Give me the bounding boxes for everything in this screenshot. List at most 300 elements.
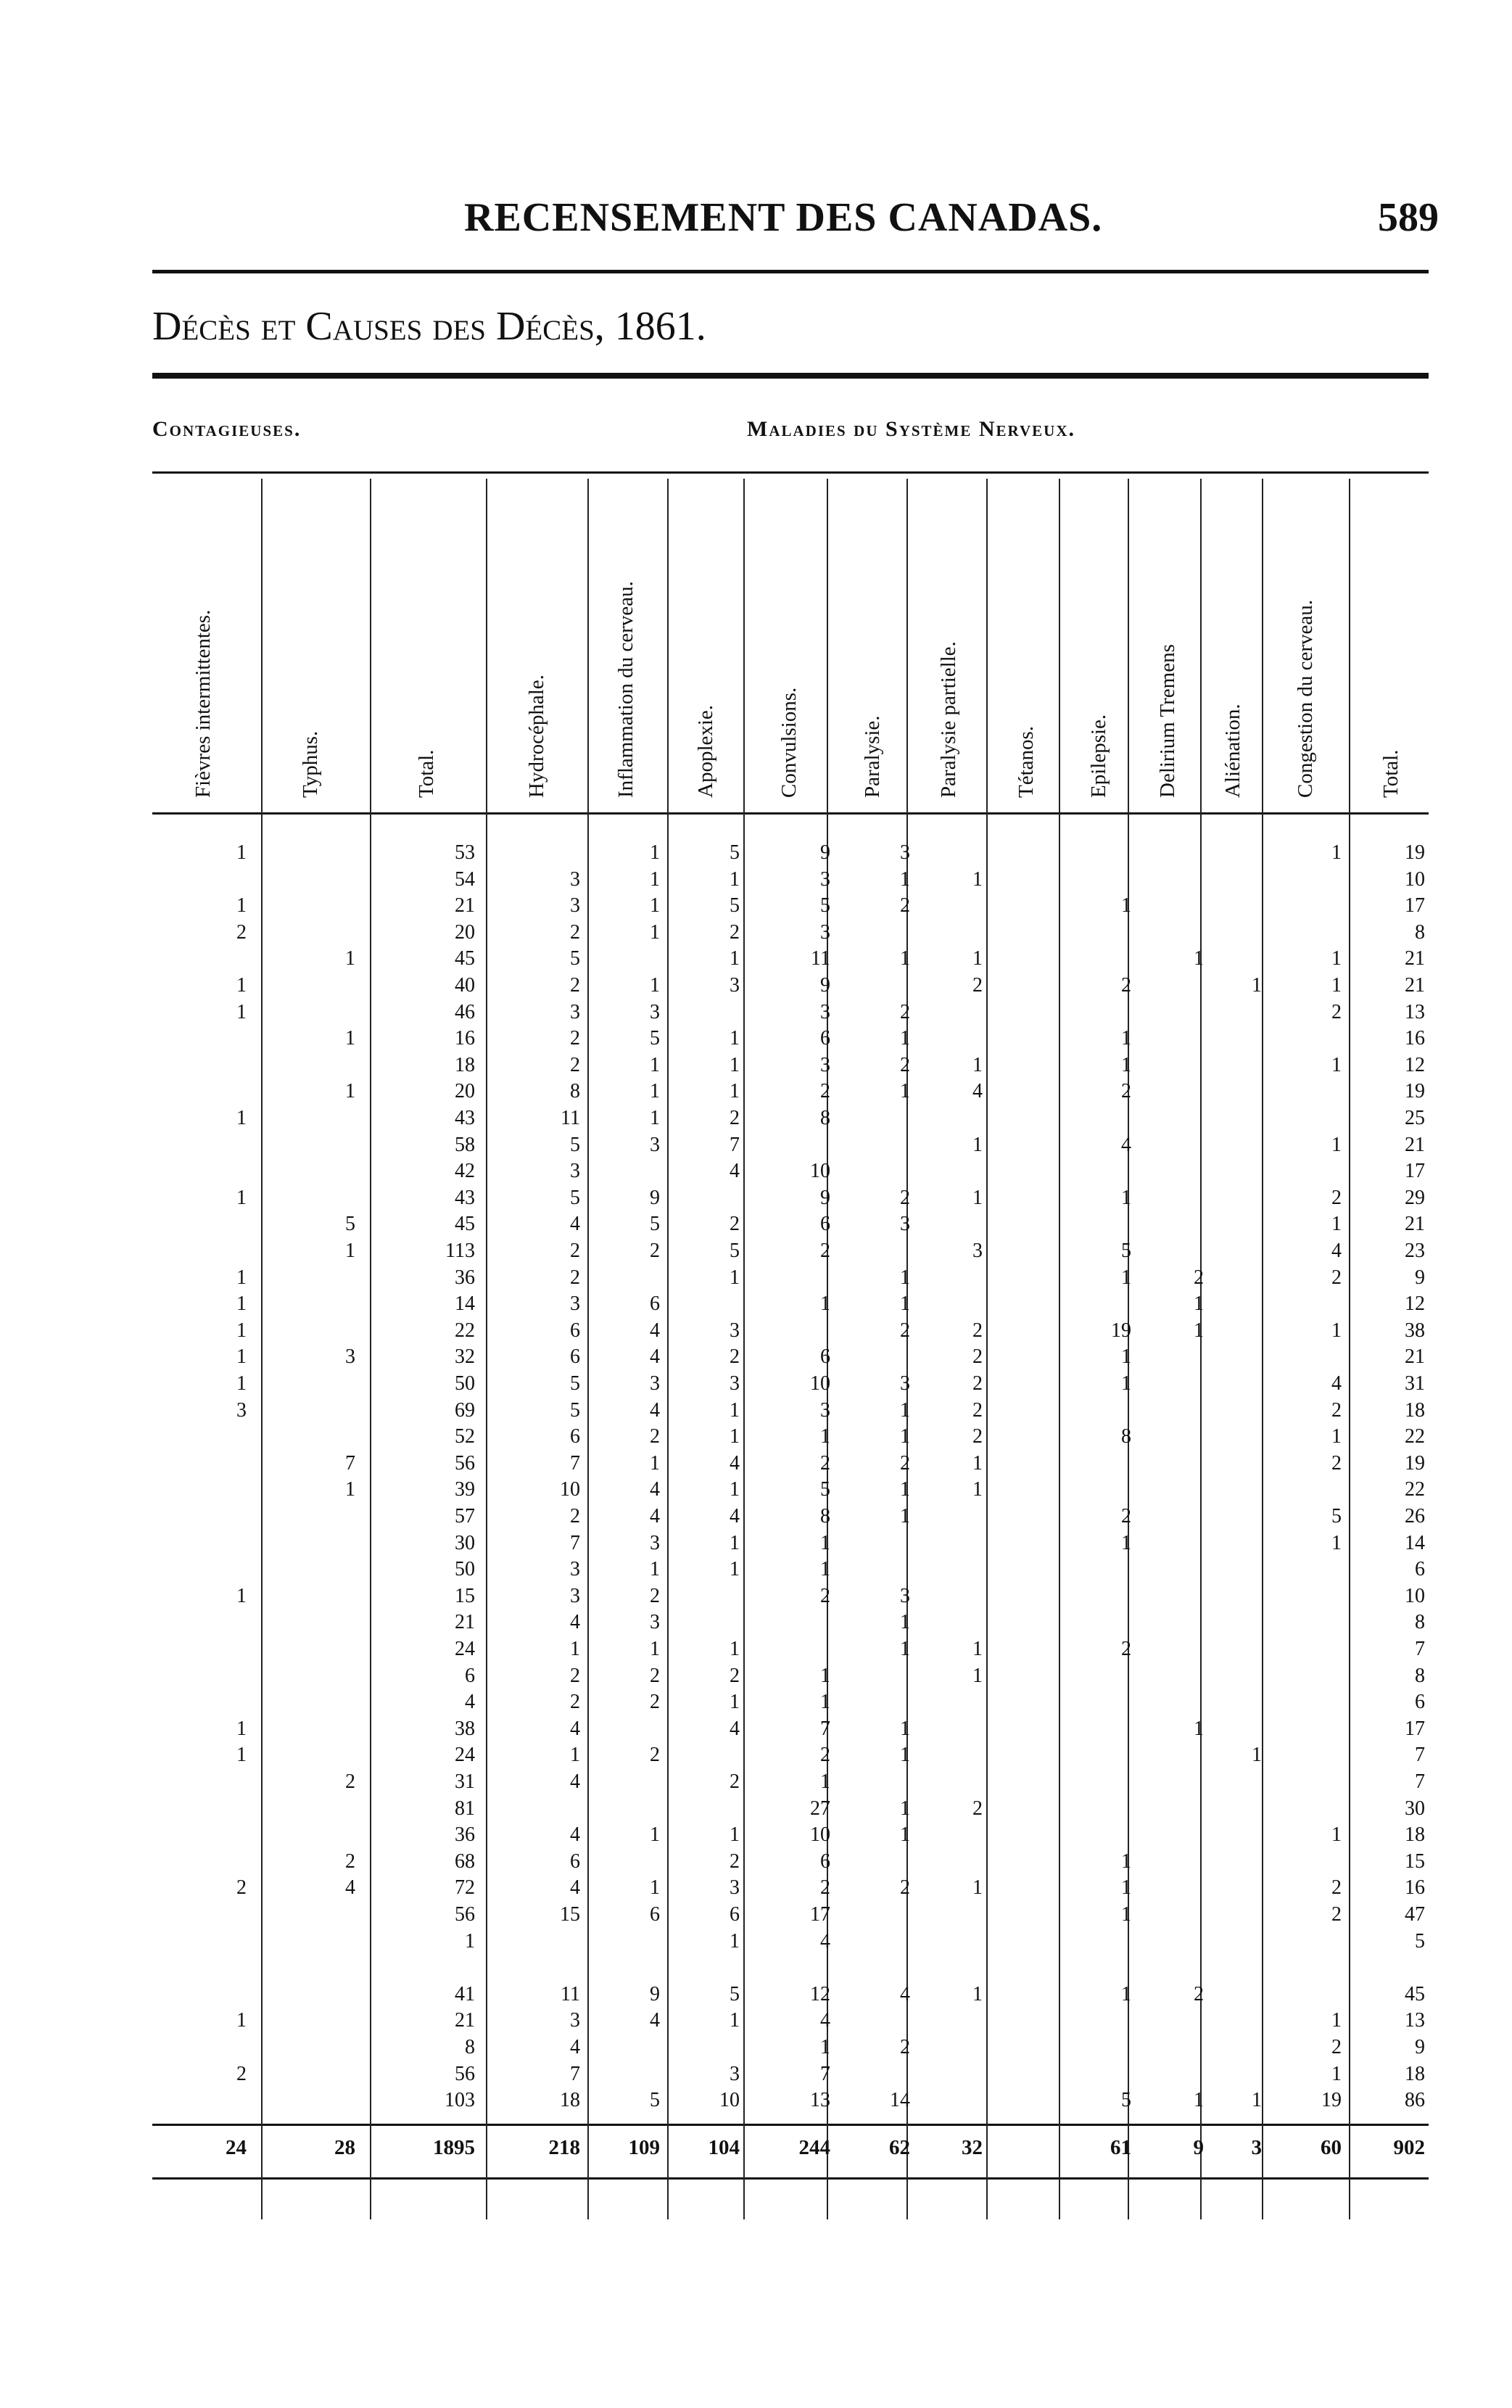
table-cell: 1 <box>345 947 355 970</box>
table-cell: 6 <box>820 1027 830 1050</box>
table-cell: 2 <box>900 1451 910 1475</box>
table-cell: 3 <box>570 894 580 918</box>
table-cell: 2 <box>972 1425 983 1448</box>
table-cell: 6 <box>650 1903 660 1926</box>
table-cell: 21 <box>455 2009 475 2032</box>
table-cell: 69 <box>455 1398 475 1422</box>
table-cell: 2 <box>650 1240 660 1262</box>
table-cell: 6 <box>650 1292 660 1316</box>
table-cell: 2 <box>570 1505 580 1527</box>
table-cell: 19 <box>1405 1080 1425 1103</box>
table-cell: 2 <box>900 1000 910 1023</box>
table-cell: 1 <box>1331 974 1342 997</box>
table-cell: 3 <box>820 1053 830 1076</box>
table-cell: 15 <box>1405 1850 1425 1873</box>
table-cell: 23 <box>1405 1240 1425 1262</box>
table-cell: 18 <box>1405 2062 1425 2085</box>
table-cell: 14 <box>1405 1531 1425 1554</box>
total-cell: 62 <box>889 2136 910 2159</box>
table-cell: 20 <box>455 1080 475 1103</box>
column-divider <box>1200 479 1202 2219</box>
table-cell: 7 <box>570 2062 580 2085</box>
table-cell: 1 <box>1121 894 1131 918</box>
table-cell: 26 <box>1405 1505 1425 1527</box>
table-cell: 1 <box>1331 2009 1342 2032</box>
table-cell: 5 <box>345 1213 355 1236</box>
table-cell: 30 <box>1405 1797 1425 1820</box>
table-cell: 43 <box>455 1186 475 1209</box>
table-cell: 2 <box>972 1372 983 1395</box>
table-cell: 2 <box>570 920 580 944</box>
table-cell: 1 <box>345 1080 355 1103</box>
table-cell: 9 <box>650 1186 660 1209</box>
table-cell: 6 <box>570 1850 580 1873</box>
group-rule <box>152 471 1429 474</box>
table-cell: 2 <box>820 1451 830 1475</box>
table-cell: 68 <box>455 1850 475 1873</box>
column-header: Paralysie. <box>860 715 884 798</box>
table-cell: 1 <box>1121 1186 1131 1209</box>
group-nerveux: Maladies du Système Nerveux. <box>747 417 1075 441</box>
table-cell: 54 <box>455 867 475 891</box>
table-cell: 1 <box>1252 1744 1262 1767</box>
table-cell: 5 <box>820 894 830 918</box>
column-header: Inflammation du cerveau. <box>614 581 637 798</box>
table-cell: 2 <box>570 1027 580 1050</box>
table-cell: 1 <box>972 1133 983 1156</box>
table-cell: 18 <box>560 2089 580 2112</box>
table-cell: 32 <box>455 1345 475 1369</box>
total-cell: 218 <box>548 2136 580 2159</box>
table-cell: 1 <box>972 1478 983 1501</box>
table-cell: 2 <box>1331 1451 1342 1475</box>
table-cell: 1 <box>465 1929 475 1953</box>
table-cell: 3 <box>900 841 910 864</box>
table-cell: 5 <box>1121 1240 1131 1262</box>
table-cell: 38 <box>455 1717 475 1740</box>
table-cell: 10 <box>719 2089 740 2112</box>
table-cell: 2 <box>1121 974 1131 997</box>
column-header: Paralysie partielle. <box>936 641 960 798</box>
table-cell: 16 <box>1405 1027 1425 1050</box>
totals-bottom-rule <box>152 2177 1429 2180</box>
table-cell: 1 <box>650 841 660 864</box>
table-cell: 1 <box>236 1266 247 1289</box>
table-cell: 1 <box>730 1027 740 1050</box>
table-cell: 7 <box>820 1717 830 1740</box>
column-header: Total. <box>1379 749 1402 798</box>
table-cell: 5 <box>1415 1929 1425 1953</box>
table-cell: 3 <box>820 867 830 891</box>
table-cell: 1 <box>900 1611 910 1634</box>
table-cell: 4 <box>730 1160 740 1183</box>
table-cell: 1 <box>236 1744 247 1767</box>
table-cell: 4 <box>900 1982 910 2005</box>
table-cell: 1 <box>236 1319 247 1342</box>
table-cell: 1 <box>236 894 247 918</box>
table-cell: 2 <box>236 1876 247 1900</box>
table-cell: 4 <box>730 1451 740 1475</box>
table-cell: 7 <box>820 2062 830 2085</box>
table-cell: 1 <box>820 2036 830 2058</box>
table-cell: 21 <box>1405 1213 1425 1236</box>
table-cell: 4 <box>730 1717 740 1740</box>
column-divider <box>667 479 669 2219</box>
table-cell: 4 <box>465 1691 475 1714</box>
column-divider <box>743 479 745 2219</box>
total-cell: 104 <box>708 2136 740 2159</box>
table-cell: 113 <box>445 1240 475 1262</box>
table-cell: 1 <box>236 1292 247 1316</box>
table-cell: 1 <box>345 1478 355 1501</box>
table-cell: 8 <box>1121 1425 1131 1448</box>
table-cell: 4 <box>570 1823 580 1847</box>
column-divider <box>1262 479 1263 2219</box>
table-subtitle: Décès et Causes des Décès, 1861. <box>152 304 706 349</box>
table-cell: 56 <box>455 2062 475 2085</box>
table-cell: 1 <box>1121 1345 1131 1369</box>
table-cell: 1 <box>650 894 660 918</box>
table-cell: 17 <box>810 1903 830 1926</box>
table-cell: 7 <box>1415 1638 1425 1660</box>
table-cell: 1 <box>730 1425 740 1448</box>
table-cell: 3 <box>650 1133 660 1156</box>
table-cell: 1 <box>236 1000 247 1023</box>
column-header: Apoplexie. <box>693 704 717 798</box>
table-cell: 2 <box>1331 1876 1342 1900</box>
table-cell: 24 <box>455 1744 475 1767</box>
table-cell: 3 <box>900 1584 910 1607</box>
table-cell: 27 <box>810 1797 830 1820</box>
table-cell: 10 <box>810 1372 830 1395</box>
table-cell: 2 <box>1331 1266 1342 1289</box>
table-cell: 17 <box>1405 1717 1425 1740</box>
table-cell: 6 <box>465 1664 475 1687</box>
table-cell: 9 <box>1415 2036 1425 2058</box>
table-cell: 20 <box>455 920 475 944</box>
table-cell: 1 <box>1331 1531 1342 1554</box>
table-cell: 4 <box>972 1080 983 1103</box>
table-cell: 1 <box>730 1053 740 1076</box>
table-cell: 7 <box>1415 1770 1425 1793</box>
table-cell: 6 <box>570 1345 580 1369</box>
total-cell: 32 <box>962 2136 983 2159</box>
table-cell: 3 <box>730 2062 740 2085</box>
table-cell: 6 <box>730 1903 740 1926</box>
table-cell: 2 <box>900 894 910 918</box>
table-cell: 1 <box>570 1638 580 1660</box>
table-cell: 6 <box>1415 1691 1425 1714</box>
table-cell: 2 <box>972 1319 983 1342</box>
table-cell: 2 <box>1331 1186 1342 1209</box>
table-cell: 1 <box>236 1186 247 1209</box>
table-cell: 1 <box>236 1372 247 1395</box>
column-header: Fièvres intermittentes. <box>191 609 215 798</box>
table-cell: 1 <box>730 1398 740 1422</box>
table-cell: 19 <box>1405 1451 1425 1475</box>
table-cell: 22 <box>1405 1478 1425 1501</box>
column-header: Epilepsie. <box>1087 714 1110 798</box>
table-cell: 1 <box>972 947 983 970</box>
table-cell: 8 <box>1415 1611 1425 1634</box>
table-cell: 1 <box>1121 1266 1131 1289</box>
table-cell: 1 <box>1121 1372 1131 1395</box>
table-cell: 4 <box>820 2009 830 2032</box>
table-cell: 2 <box>1121 1505 1131 1527</box>
table-cell: 12 <box>1405 1292 1425 1316</box>
table-cell: 1 <box>820 1531 830 1554</box>
table-cell: 1 <box>1331 1053 1342 1076</box>
table-cell: 1 <box>900 867 910 891</box>
column-divider <box>587 479 589 2219</box>
table-cell: 39 <box>455 1478 475 1501</box>
table-cell: 5 <box>1331 1505 1342 1527</box>
table-cell: 50 <box>455 1558 475 1581</box>
table-cell: 18 <box>1405 1823 1425 1847</box>
table-cell: 5 <box>570 947 580 970</box>
table-cell: 1 <box>972 1982 983 2005</box>
column-header: Typhus. <box>298 730 322 798</box>
table-cell: 4 <box>345 1876 355 1900</box>
table-cell: 9 <box>820 974 830 997</box>
table-cell: 1 <box>730 947 740 970</box>
column-header: Hydrocéphale. <box>525 675 548 798</box>
table-cell: 2 <box>820 1080 830 1103</box>
table-cell: 4 <box>650 1398 660 1422</box>
table-cell: 2 <box>1331 2036 1342 2058</box>
total-cell: 60 <box>1321 2136 1342 2159</box>
table-cell: 4 <box>650 2009 660 2032</box>
table-cell: 4 <box>1331 1372 1342 1395</box>
table-cell: 1 <box>1194 2089 1204 2112</box>
table-cell: 56 <box>455 1903 475 1926</box>
table-cell: 10 <box>1405 1584 1425 1607</box>
table-cell: 2 <box>730 1770 740 1793</box>
table-cell: 3 <box>570 1160 580 1183</box>
table-cell: 2 <box>972 1398 983 1422</box>
table-cell: 2 <box>650 1691 660 1714</box>
table-cell: 1 <box>570 1744 580 1767</box>
table-cell: 1 <box>900 1080 910 1103</box>
table-cell: 22 <box>455 1319 475 1342</box>
table-cell: 12 <box>810 1982 830 2005</box>
table-cell: 3 <box>650 1372 660 1395</box>
table-cell: 16 <box>455 1027 475 1050</box>
table-cell: 1 <box>730 1823 740 1847</box>
table-cell: 4 <box>650 1319 660 1342</box>
total-cell: 3 <box>1251 2136 1262 2159</box>
table-cell: 3 <box>650 1000 660 1023</box>
table-cell: 8 <box>820 1107 830 1129</box>
table-cell: 1 <box>972 867 983 891</box>
table-cell: 5 <box>570 1398 580 1422</box>
table-cell: 1 <box>730 1531 740 1554</box>
table-cell: 7 <box>570 1531 580 1554</box>
table-cell: 11 <box>811 947 830 970</box>
total-cell: 61 <box>1110 2136 1131 2159</box>
table-cell: 1 <box>1194 1319 1204 1342</box>
header-rule <box>152 270 1429 273</box>
column-header: Congestion du cerveau. <box>1294 599 1317 798</box>
table-cell: 1 <box>900 1266 910 1289</box>
table-cell: 1 <box>730 2009 740 2032</box>
table-cell: 3 <box>900 1372 910 1395</box>
table-cell: 1 <box>900 1505 910 1527</box>
table-cell: 2 <box>900 1186 910 1209</box>
table-cell: 5 <box>730 1240 740 1262</box>
table-cell: 7 <box>570 1451 580 1475</box>
table-cell: 4 <box>650 1505 660 1527</box>
table-cell: 2 <box>570 1664 580 1687</box>
table-cell: 2 <box>730 1213 740 1236</box>
table-cell: 8 <box>1415 920 1425 944</box>
table-cell: 1 <box>1194 1717 1204 1740</box>
table-cell: 1 <box>972 1638 983 1660</box>
table-cell: 3 <box>730 1319 740 1342</box>
table-cell: 3 <box>730 974 740 997</box>
table-cell: 5 <box>650 1027 660 1050</box>
table-cell: 5 <box>820 1478 830 1501</box>
table-cell: 6 <box>820 1213 830 1236</box>
table-cell: 3 <box>236 1398 247 1422</box>
table-cell: 8 <box>570 1080 580 1103</box>
table-cell: 30 <box>455 1531 475 1554</box>
table-cell: 1 <box>820 1425 830 1448</box>
table-cell: 2 <box>570 974 580 997</box>
table-cell: 5 <box>730 841 740 864</box>
total-cell: 24 <box>226 2136 247 2159</box>
table-cell: 18 <box>455 1053 475 1076</box>
table-cell: 56 <box>455 1451 475 1475</box>
table-cell: 1 <box>345 1027 355 1050</box>
table-cell: 5 <box>650 1213 660 1236</box>
table-cell: 1 <box>730 1691 740 1714</box>
table-cell: 19 <box>1111 1319 1131 1342</box>
table-cell: 12 <box>1405 1053 1425 1076</box>
table-cell: 5 <box>1121 2089 1131 2112</box>
table-cell: 3 <box>820 1000 830 1023</box>
column-divider <box>986 479 988 2219</box>
table-cell: 1 <box>1331 1133 1342 1156</box>
table-cell: 2 <box>730 1664 740 1687</box>
table-cell: 21 <box>455 894 475 918</box>
table-cell: 46 <box>455 1000 475 1023</box>
table-cell: 11 <box>561 1107 580 1129</box>
table-cell: 1 <box>650 1053 660 1076</box>
table-cell: 57 <box>455 1505 475 1527</box>
table-cell: 2 <box>1121 1638 1131 1660</box>
table-cell: 4 <box>570 2036 580 2058</box>
table-cell: 2 <box>1121 1080 1131 1103</box>
table-cell: 19 <box>1405 841 1425 864</box>
table-cell: 2 <box>820 1584 830 1607</box>
table-cell: 1 <box>820 1558 830 1581</box>
subtitle-rule <box>152 373 1429 379</box>
table-cell: 3 <box>570 1292 580 1316</box>
table-cell: 1 <box>900 1744 910 1767</box>
table-cell: 2 <box>1331 1000 1342 1023</box>
table-cell: 1 <box>345 1240 355 1262</box>
table-cell: 2 <box>1194 1982 1204 2005</box>
table-cell: 2 <box>650 1664 660 1687</box>
table-cell: 86 <box>1405 2089 1425 2112</box>
table-cell: 2 <box>900 2036 910 2058</box>
table-cell: 31 <box>1405 1372 1425 1395</box>
table-cell: 1 <box>820 1770 830 1793</box>
table-cell: 1 <box>650 1107 660 1129</box>
table-cell: 2 <box>570 1240 580 1262</box>
table-cell: 4 <box>570 1876 580 1900</box>
table-cell: 1 <box>972 1053 983 1076</box>
column-header: Total. <box>414 749 438 798</box>
table-cell: 81 <box>455 1797 475 1820</box>
table-cell: 6 <box>820 1850 830 1873</box>
table-cell: 45 <box>455 947 475 970</box>
table-cell: 1 <box>730 1558 740 1581</box>
table-cell: 103 <box>445 2089 475 2112</box>
table-cell: 1 <box>236 1717 247 1740</box>
table-cell: 2 <box>820 1744 830 1767</box>
table-cell: 21 <box>1405 947 1425 970</box>
table-cell: 22 <box>1405 1425 1425 1448</box>
column-divider <box>906 479 908 2219</box>
table-cell: 3 <box>570 1558 580 1581</box>
table-cell: 3 <box>650 1611 660 1634</box>
total-cell: 9 <box>1193 2136 1204 2159</box>
table-cell: 1 <box>650 1823 660 1847</box>
table-cell: 1 <box>972 1451 983 1475</box>
table-cell: 13 <box>1405 2009 1425 2032</box>
table-cell: 9 <box>820 841 830 864</box>
table-cell: 6 <box>570 1319 580 1342</box>
table-cell: 72 <box>455 1876 475 1900</box>
table-cell: 14 <box>455 1292 475 1316</box>
table-cell: 1 <box>1331 1823 1342 1847</box>
table-cell: 8 <box>1415 1664 1425 1687</box>
table-cell: 2 <box>972 1797 983 1820</box>
column-header: Delirium Tremens <box>1156 644 1179 798</box>
table-cell: 31 <box>455 1770 475 1793</box>
table-cell: 1 <box>650 1451 660 1475</box>
table-cell: 15 <box>560 1903 580 1926</box>
table-cell: 2 <box>730 1345 740 1369</box>
table-cell: 5 <box>570 1133 580 1156</box>
table-cell: 3 <box>570 1000 580 1023</box>
table-cell: 13 <box>810 2089 830 2112</box>
table-cell: 10 <box>1405 867 1425 891</box>
column-header: Tétanos. <box>1015 725 1038 798</box>
total-cell: 244 <box>798 2136 830 2159</box>
table-cell: 1 <box>1121 1053 1131 1076</box>
table-cell: 5 <box>570 1372 580 1395</box>
group-contagieuses: Contagieuses. <box>152 417 302 441</box>
table-cell: 1 <box>900 1638 910 1660</box>
table-cell: 21 <box>1405 1345 1425 1369</box>
table-cell: 1 <box>972 1876 983 1900</box>
table-cell: 2 <box>730 1107 740 1129</box>
table-cell: 43 <box>455 1107 475 1129</box>
table-cell: 6 <box>820 1345 830 1369</box>
table-cell: 14 <box>890 2089 910 2112</box>
table-cell: 19 <box>1321 2089 1342 2112</box>
table-cell: 21 <box>1405 1133 1425 1156</box>
table-cell: 6 <box>570 1425 580 1448</box>
table-cell: 1 <box>820 1691 830 1714</box>
table-cell: 1 <box>236 841 247 864</box>
table-cell: 1 <box>1331 947 1342 970</box>
table-cell: 40 <box>455 974 475 997</box>
table-cell: 1 <box>1194 947 1204 970</box>
